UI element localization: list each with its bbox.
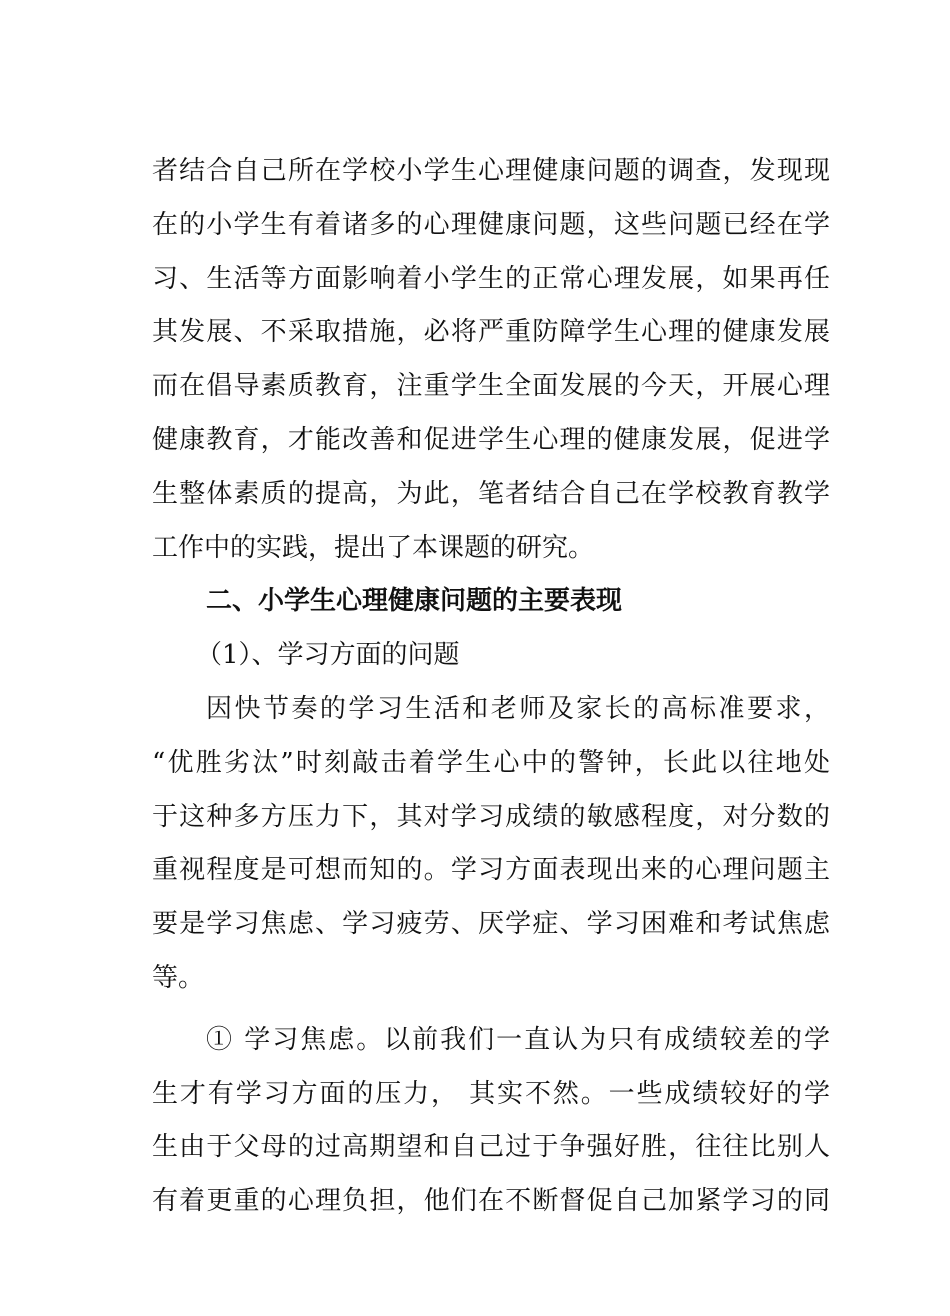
paragraph-study	[152, 683, 830, 1006]
subsection-heading: （1）、学习方面的问题	[196, 640, 460, 671]
text-line: 生由于父母的过高期望和自己过于争强好胜，往往比别人	[152, 1132, 830, 1163]
text-line: 于这种多方压力下，其对学习成绩的敏感程度，对分数的	[152, 801, 830, 832]
text-line: 者结合自己所在学校小学生心理健康问题的调查，发现现	[152, 156, 830, 186]
text-line: 健康教育，才能改善和促进学生心理的健康发展，促进学	[152, 424, 830, 455]
text-line: 而在倡导素质教育，注重学生全面发展的今天，开展心理	[152, 371, 830, 402]
text-line: 其发展、不采取措施，必将严重防障学生心理的健康发展	[152, 317, 830, 348]
paragraph-anxiety	[152, 1014, 830, 1229]
text-line: 习、生活等方面影响着小学生的正常心理发展，如果再任	[152, 263, 830, 294]
text-line: 要是学习焦虑、学习疲劳、厌学症、学习困难和考试焦虑	[152, 909, 830, 940]
text-line: 工作中的实践，提出了本课题的研究。	[152, 532, 595, 563]
text-line: 有着更重的心理负担，他们在不断督促自己加紧学习的同	[152, 1186, 830, 1217]
text-line: 生整体素质的提高，为此，笔者结合自己在学校教育教学	[152, 478, 830, 509]
text-line: “优胜劣汰”时刻敲击着学生心中的警钟，长此以往地处	[152, 747, 830, 778]
paragraph-intro	[152, 145, 830, 575]
text-line: 等。	[152, 962, 205, 993]
paragraph-gap	[152, 1006, 830, 1014]
text-line: ① 学习焦虑。以前我们一直认为只有成绩较差的学	[206, 1024, 830, 1055]
section-heading: 二、小学生心理健康问题的主要表现	[206, 586, 623, 617]
text-line: 在的小学生有着诸多的心理健康问题，这些问题已经在学	[152, 209, 830, 240]
text-line: 生才有学习方面的压力， 其实不然。一些成绩较好的学	[152, 1078, 830, 1109]
document-page	[152, 145, 830, 1229]
text-line: 重视程度是可想而知的。学习方面表现出来的心理问题主	[152, 855, 830, 886]
text-line: 因快节奏的学习生活和老师及家长的高标准要求，	[206, 693, 830, 724]
